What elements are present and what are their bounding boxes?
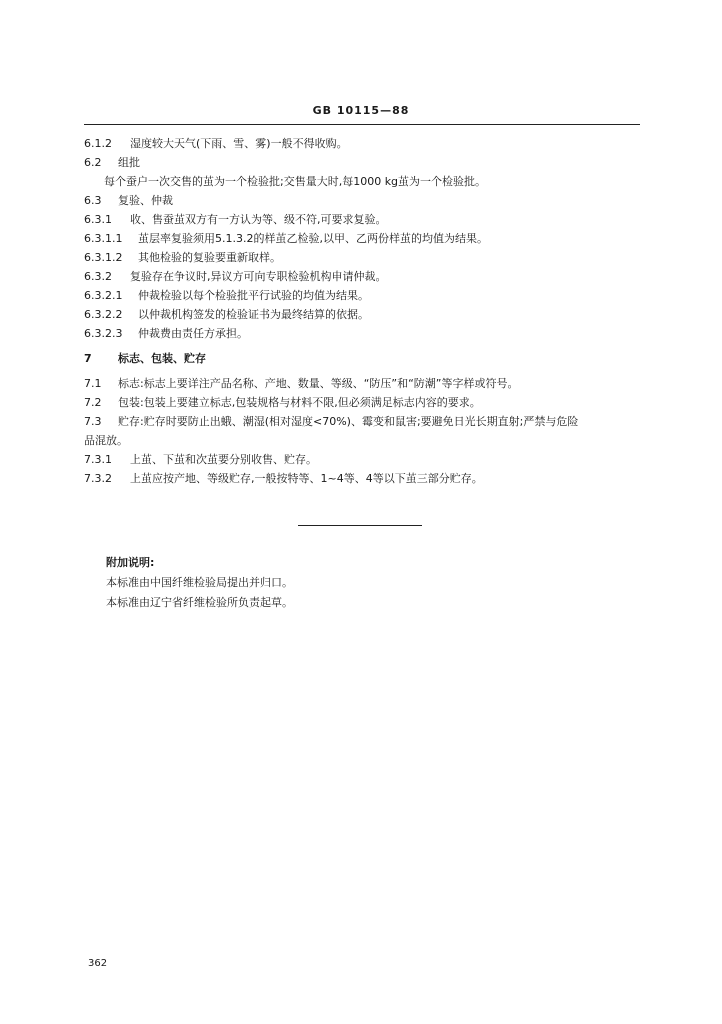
clause-text: 包装:包装上要建立标志,包装规格与材料不限,但必须满足标志内容的要求。 [118, 396, 481, 409]
clause-number: 6.1.2 [84, 137, 112, 150]
notes-line: 本标准由辽宁省纤维检验所负责起草。 [106, 596, 293, 609]
clause-7-2 [84, 393, 644, 412]
clause-text: 贮存:贮存时要防止出蛾、潮湿(相对湿度<70%)、霉变和鼠害;要避免日光长期直射;严禁与危险 [118, 415, 579, 428]
page-number: 362 [88, 958, 108, 969]
clause-7-3 [84, 412, 644, 431]
clause-text: 以仲裁机构签发的检验证书为最终结算的依据。 [138, 308, 369, 321]
clause-number: 6.2 [84, 156, 102, 169]
clause-number: 6.3.1.1 [84, 232, 123, 245]
notes-line: 本标准由中国纤维检验局提出并归口。 [106, 576, 293, 589]
clause-number: 6.3.2 [84, 270, 112, 283]
clause-6-3-2-3 [84, 324, 644, 343]
clause-text: 仲裁费由责任方承担。 [138, 327, 248, 340]
clause-number: 7.2 [84, 396, 102, 409]
clause-6-2-text [84, 172, 644, 191]
clause-number: 7.3.1 [84, 453, 112, 466]
end-rule [298, 525, 422, 526]
clause-number: 6.3.1.2 [84, 251, 123, 264]
clause-number: 6.3.1 [84, 213, 112, 226]
clause-6-3-1-1 [84, 229, 644, 248]
clause-6-3-2 [84, 267, 644, 286]
clause-text: 品混放。 [84, 434, 128, 447]
clause-text: 标志:标志上要详注产品名称、产地、数量、等级、“防压”和“防潮”等字样或符号。 [118, 377, 519, 390]
section-title-text: 标志、包装、贮存 [118, 352, 206, 365]
clause-6-3-2-2 [84, 305, 644, 324]
clause-7-3-1 [84, 450, 644, 469]
clause-number: 6.3.2.1 [84, 289, 123, 302]
clause-6-3-1-2 [84, 248, 644, 267]
header-rule [84, 124, 640, 125]
clause-7-1 [84, 374, 644, 393]
clause-number: 6.3.2.2 [84, 308, 123, 321]
page-header: GB 10115—88 [312, 104, 410, 117]
clause-text: 收、售蚕茧双方有一方认为等、级不符,可要求复验。 [130, 213, 387, 226]
clause-6-3-1 [84, 210, 644, 229]
clause-7-3-2 [84, 469, 644, 488]
clause-6-2 [84, 153, 644, 172]
clause-text: 其他检验的复验要重新取样。 [138, 251, 281, 264]
clause-number: 7.3 [84, 415, 102, 428]
clause-text: 湿度较大天气(下雨、雪、雾)一般不得收购。 [130, 137, 348, 150]
clause-text: 上茧、下茧和次茧要分别收售、贮存。 [130, 453, 317, 466]
clause-number: 7.1 [84, 377, 102, 390]
clause-text: 茧层率复验须用5.1.3.2的样茧乙检验,以甲、乙两份样茧的均值为结果。 [138, 232, 488, 245]
notes-title: 附加说明: [106, 556, 155, 569]
clause-text: 上茧应按产地、等级贮存,一般按特等、1~4等、4等以下茧三部分贮存。 [130, 472, 483, 485]
clause-7-3-continued [84, 431, 644, 450]
section-number: 7 [84, 352, 92, 365]
clause-6-1-2 [84, 134, 644, 153]
section-7-title [84, 349, 644, 368]
clause-text: 每个蚕户一次交售的茧为一个检验批;交售量大时,每1000 kg茧为一个检验批。 [104, 175, 487, 188]
clause-number: 6.3 [84, 194, 102, 207]
additional-notes [106, 553, 606, 613]
clause-text: 组批 [118, 156, 140, 169]
clause-number: 7.3.2 [84, 472, 112, 485]
clause-6-3-2-1 [84, 286, 644, 305]
clause-text: 复验、仲裁 [118, 194, 173, 207]
clause-6-3 [84, 191, 644, 210]
clause-number: 6.3.2.3 [84, 327, 123, 340]
clause-text: 仲裁检验以每个检验批平行试验的均值为结果。 [138, 289, 369, 302]
body-text [84, 134, 644, 488]
clause-text: 复验存在争议时,异议方可向专职检验机构申请仲裁。 [130, 270, 387, 283]
